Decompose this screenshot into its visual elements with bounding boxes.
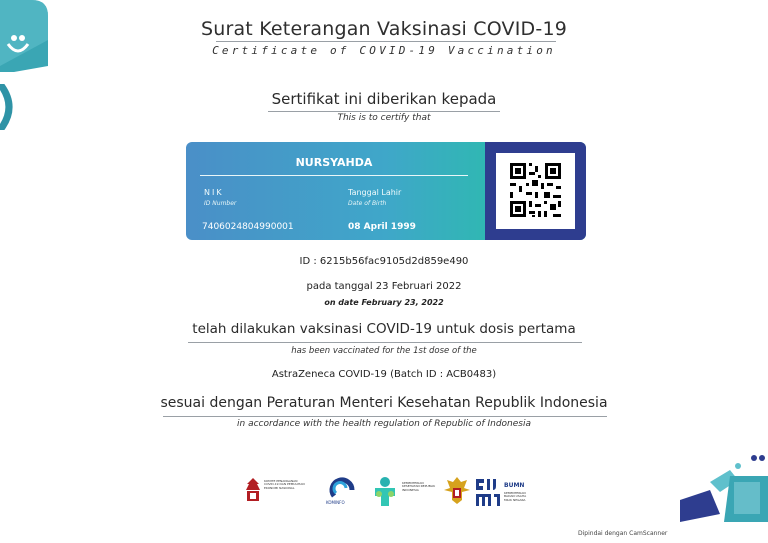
certificate-id: ID : 6215b56fac9105d2d859e490 xyxy=(299,256,469,267)
kemkes-icon xyxy=(370,476,400,508)
title-divider xyxy=(216,41,556,42)
qr-code-icon xyxy=(496,153,575,229)
qr-frame xyxy=(485,142,586,240)
bumn-sub-text: KEMENTERIAN BADAN USAHA MILIK NEGARA xyxy=(504,491,527,502)
holder-name: NURSYAHDA xyxy=(295,156,373,169)
scanner-watermark: Dipindai dengan CamScanner xyxy=(578,530,668,537)
identity-card xyxy=(186,142,586,240)
regulation-statement-en: in accordance with the health regulation of Republic of Indonesia xyxy=(237,419,531,429)
garuda-pancasila-icon xyxy=(444,476,470,506)
dose-statement: telah dilakukan vaksinasi COVID-19 untuk dosis pertama xyxy=(192,321,576,337)
garuda-emblem xyxy=(444,476,470,506)
regulation-statement: sesuai dengan Peraturan Menteri Kesehatan Republik Indonesia xyxy=(160,395,608,411)
given-to-divider xyxy=(268,111,500,112)
nik-value: 7406024804990001 xyxy=(202,222,294,232)
given-to-heading-en: This is to certify that xyxy=(337,113,431,123)
dob-label-en: Date of Birth xyxy=(348,200,387,207)
vaccination-date-en: on date February 23, 2022 xyxy=(324,298,444,307)
kpc-pen-text: KOMITE PENANGANAN COVID-19 DAN PEMULIHAN EKONOMI NASIONAL xyxy=(264,479,305,490)
kominfo-icon xyxy=(326,476,356,498)
brand-corner-bottom-right xyxy=(680,452,768,522)
card-divider xyxy=(200,175,468,176)
bumn-icon xyxy=(474,476,502,508)
regulation-divider xyxy=(163,416,607,417)
kominfo-logo xyxy=(326,476,356,508)
vaccine-batch: AstraZeneca COVID-19 (Batch ID : ACB0483) xyxy=(271,369,497,380)
given-to-heading: Sertifikat ini diberikan kepada xyxy=(271,90,497,108)
certificate-subtitle: Certificate of COVID-19 Vaccination xyxy=(212,44,556,57)
dose-statement-en: has been vaccinated for the 1st dose of the xyxy=(291,346,477,356)
kemkes-logo xyxy=(370,476,440,508)
kemkes-text: KEMENTERIAN KESEHATAN REPUBLIK INDONESIA xyxy=(402,481,436,492)
bumn-text: BUMN xyxy=(504,482,525,489)
qr-code xyxy=(496,153,575,229)
dob-value: 08 April 1999 xyxy=(348,222,416,232)
certificate-title: Surat Keterangan Vaksinasi COVID-19 xyxy=(200,18,568,40)
kominfo-text: KOMINFO xyxy=(326,500,345,505)
kpc-pen-logo xyxy=(244,476,306,506)
dob-label: Tanggal Lahir xyxy=(348,188,402,197)
dose-divider xyxy=(188,342,582,343)
nik-label-en: ID Number xyxy=(204,200,237,207)
bumn-logo xyxy=(474,476,534,508)
vaccination-date: pada tanggal 23 Februari 2022 xyxy=(306,281,462,292)
nik-label: NIK xyxy=(204,188,224,197)
garuda-icon xyxy=(244,476,262,506)
